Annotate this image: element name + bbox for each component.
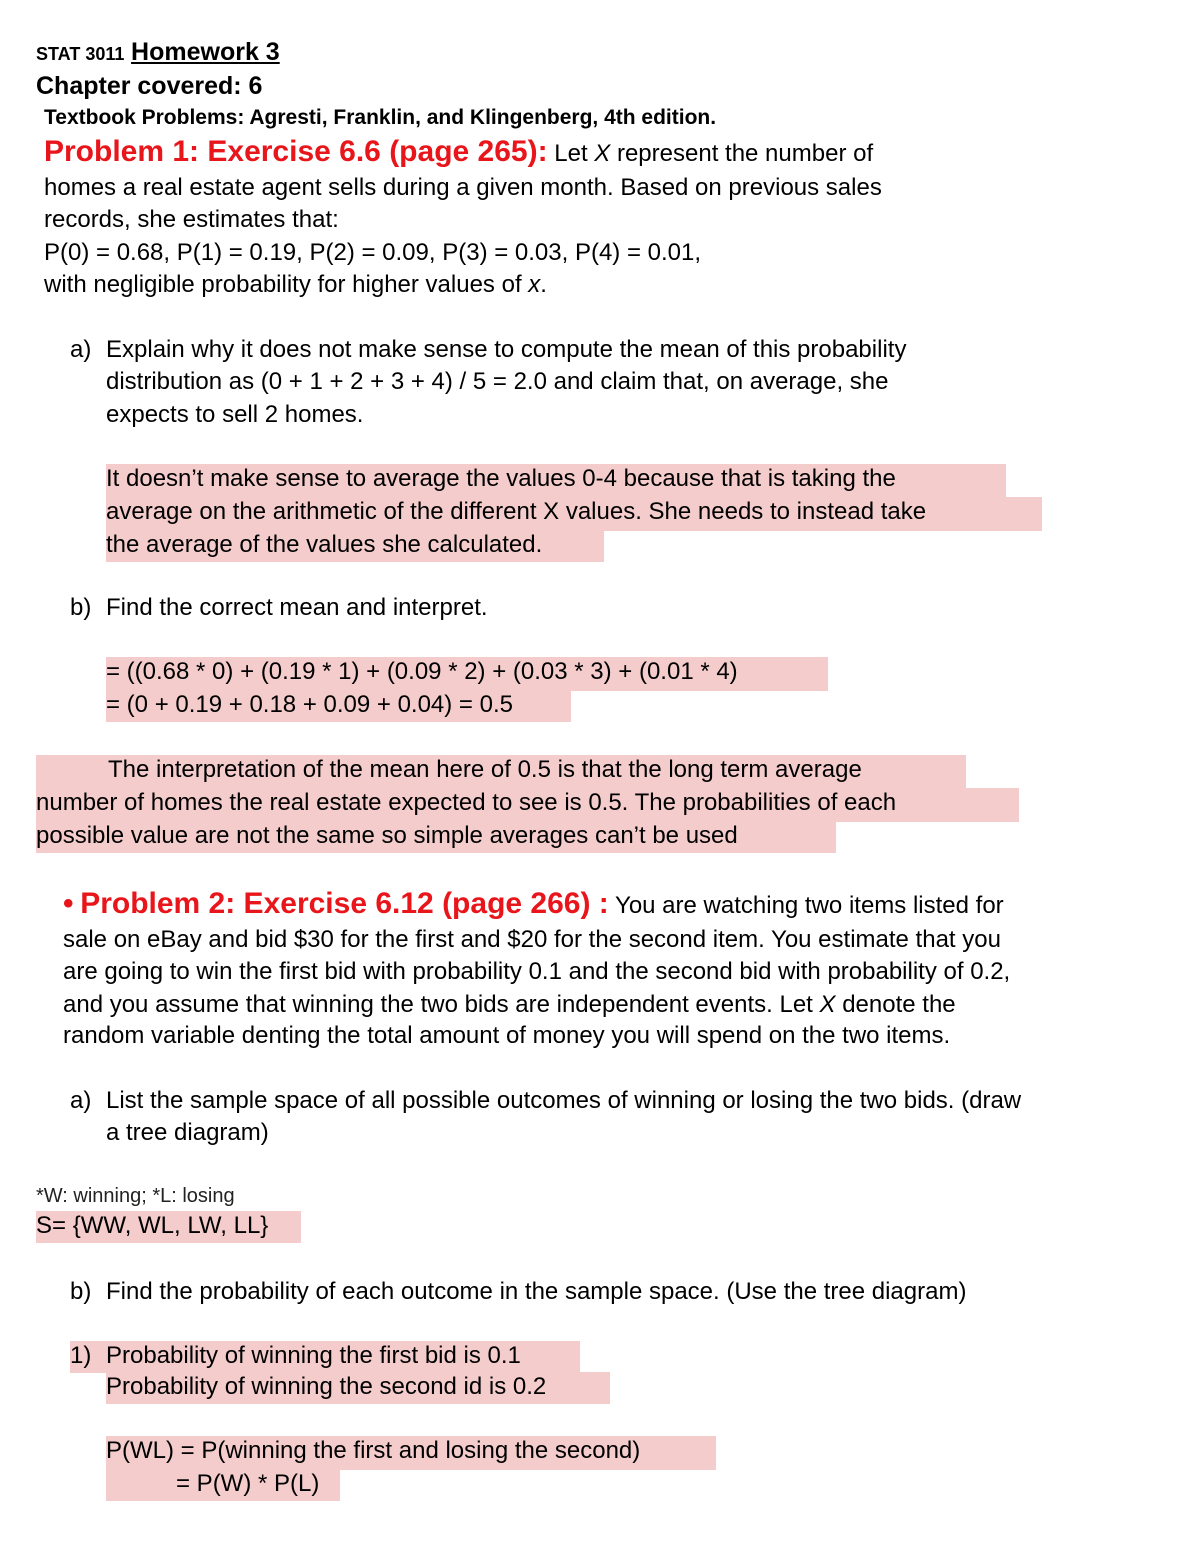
- p1-a-q3: expects to sell 2 homes.: [106, 401, 364, 428]
- p1-b-label: b): [70, 594, 92, 621]
- p2-b-question: [70, 1277, 966, 1307]
- p1-intro-var: X: [594, 140, 611, 167]
- homework-title: Homework 3: [131, 38, 280, 66]
- problem-2-heading-line: [63, 887, 1004, 923]
- p2-b-label: b): [70, 1278, 92, 1305]
- p2-intro-4b: denote the: [835, 991, 956, 1018]
- p1-a-q2: distribution as (0 + 1 + 2 + 3 + 4) / 5 = 2.0 and claim that, on average, she: [106, 368, 889, 395]
- p1-intro-5b: .: [540, 271, 547, 298]
- header-title-line: [36, 37, 280, 69]
- p1-b-calc-1: = ((0.68 * 0) + (0.19 * 1) + (0.09 * 2) + (0.03 * 3) + (0.01 * 4): [106, 657, 828, 691]
- p2-ans-label: 1): [70, 1342, 92, 1369]
- p1-intro-3: records, she estimates that:: [44, 206, 339, 233]
- p2-ans-3: P(WL) = P(winning the first and losing the second): [106, 1436, 716, 1470]
- p2-intro-4a: and you assume that winning the two bids are independent events. Let: [63, 991, 820, 1018]
- p1-intro-5a: with negligible probability for higher values of: [44, 271, 529, 298]
- p2-intro-4: [63, 990, 956, 1020]
- textbook-line: Textbook Problems: Agresti, Franklin, and Klingenberg, 4th edition.: [44, 106, 717, 129]
- p2-b-q: Find the probability of each outcome in the sample space. (Use the tree diagram): [106, 1278, 967, 1305]
- problem-1-heading: Problem 1: Exercise 6.6 (page 265):: [44, 135, 548, 168]
- p1-a-answer-3: the average of the values she calculated.: [106, 530, 604, 562]
- p2-a-question-1: [70, 1086, 1021, 1116]
- course-code: STAT 3011: [36, 44, 125, 64]
- p1-a-question-1: [70, 335, 906, 365]
- problem-1-heading-line: [44, 135, 873, 171]
- p1-intro-2: homes a real estate agent sells during a given month. Based on previous sales: [44, 174, 882, 201]
- p2-ans-2: Probability of winning the second id is 0.2: [106, 1372, 610, 1404]
- p1-intro-5: [44, 270, 547, 300]
- p1-a-answer-1: It doesn’t make sense to average the values 0-4 because that is taking the: [106, 464, 1006, 498]
- p2-bullet: •: [63, 887, 74, 920]
- p1-a-q1: Explain why it does not make sense to compute the mean of this probability: [106, 336, 907, 363]
- problem-2-heading: Problem 2: Exercise 6.12 (page 266) :: [80, 887, 609, 920]
- p1-b-interp-3: possible value are not the same so simple averages can’t be used: [36, 821, 836, 853]
- p2-a-q1: List the sample space of all possible outcomes of winning or losing the two bids. (draw: [106, 1087, 1022, 1114]
- p2-intro-4var: X: [819, 991, 836, 1018]
- p2-intro-5: random variable denting the total amount of money you will spend on the two items.: [63, 1022, 951, 1049]
- p2-ans-1: Probability of winning the first bid is 0.1: [106, 1342, 521, 1369]
- p2-sample-space: S= {WW, WL, LW, LL}: [36, 1211, 301, 1243]
- p1-intro-4: P(0) = 0.68, P(1) = 0.19, P(2) = 0.09, P(3) = 0.03, P(4) = 0.01,: [44, 239, 702, 266]
- p2-ans-4: = P(W) * P(L): [106, 1469, 340, 1501]
- p2-a-q2: a tree diagram): [106, 1119, 269, 1146]
- p1-intro-1a: Let: [547, 140, 595, 167]
- p1-b-calc-2: = (0 + 0.19 + 0.18 + 0.09 + 0.04) = 0.5: [106, 690, 571, 722]
- p1-b-interp-1: The interpretation of the mean here of 0.5 is that the long term average: [36, 755, 966, 789]
- p2-ans-line-1: [70, 1341, 580, 1373]
- p1-b-question: [70, 593, 488, 623]
- p2-intro-2: sale on eBay and bid $30 for the first and $20 for the second item. You estimate that you: [63, 926, 1001, 953]
- p2-intro-1: You are watching two items listed for: [608, 892, 1004, 919]
- p1-a-answer-2: average on the arithmetic of the different X values. She needs to instead take: [106, 497, 1042, 531]
- p1-intro-1b: represent the number of: [610, 140, 874, 167]
- p1-intro-5var: x: [528, 271, 541, 298]
- p1-b-q: Find the correct mean and interpret.: [106, 594, 488, 621]
- p2-intro-3: are going to win the first bid with probability 0.1 and the second bid with probability of 0.2,: [63, 958, 1011, 985]
- chapter-covered: Chapter covered: 6: [36, 72, 263, 100]
- p2-a-label: a): [70, 1087, 92, 1114]
- p1-a-label: a): [70, 336, 92, 363]
- p1-b-interp-2: number of homes the real estate expected to see is 0.5. The probabilities of each: [36, 788, 1019, 822]
- p2-legend: *W: winning; *L: losing: [36, 1185, 235, 1207]
